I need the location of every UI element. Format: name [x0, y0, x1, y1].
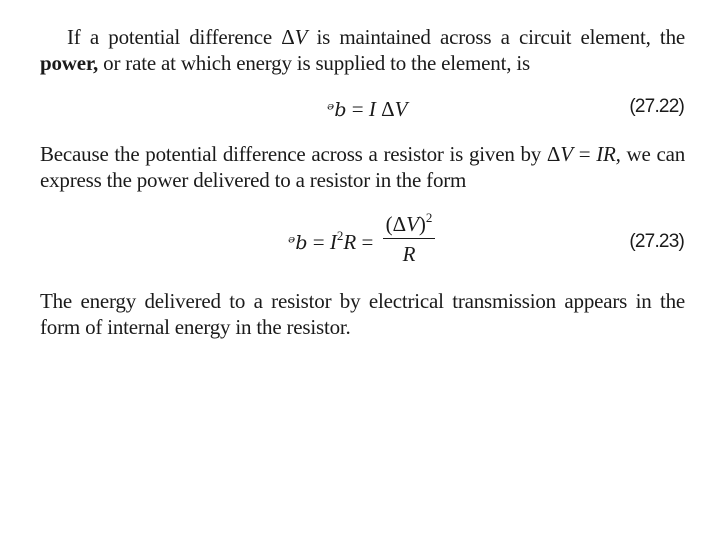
text-run: we can express the power delivered to a resistor in the form [40, 142, 685, 192]
fraction-denominator: R [402, 242, 416, 266]
text-run: If a potential difference [67, 25, 282, 49]
equals-sign: = [346, 97, 369, 121]
equals-sign: = [572, 142, 597, 166]
delta-symbol: (Δ [385, 212, 407, 236]
variable-i: I [329, 230, 337, 254]
fraction-numerator [383, 212, 435, 238]
delta-symbol: Δ [281, 25, 295, 49]
equation-number-27-23: (27.23) [629, 231, 684, 252]
exponent: 2 [336, 228, 344, 243]
text-run: or rate at which energy is supplied to the element, is [98, 51, 530, 75]
paragraph-resistor-power [40, 141, 685, 193]
equation-number-27-22: (27.22) [629, 96, 684, 117]
text-run: Because the potential difference across a resistor is given by [40, 142, 547, 166]
variable-v: V [406, 212, 419, 236]
equals-sign: = [356, 230, 374, 254]
delta-symbol: Δ [546, 142, 561, 166]
script-p-symbol: ᵊb [327, 99, 347, 121]
equation-27-23 [288, 229, 373, 258]
text-run: is maintained across a circuit element, the [307, 25, 685, 49]
variable-r: R [343, 230, 357, 254]
equals-sign: = [307, 230, 330, 254]
paragraph-power-definition [40, 24, 685, 76]
equation-27-22 [327, 96, 407, 123]
fraction [383, 212, 435, 266]
exponent: 2 [425, 210, 433, 225]
variable-i: I [368, 97, 376, 121]
paren: ) [418, 212, 426, 236]
variable-v: V [560, 142, 573, 166]
variable-v: V [294, 25, 308, 49]
paragraph-internal-energy: The energy delivered to a resistor by electrical transmission appears in the form of internal energy in the resistor. [40, 289, 685, 339]
script-p-symbol: ᵊb [288, 232, 308, 254]
bold-term-power: power, [40, 51, 99, 75]
variable-ir: IR, [596, 142, 621, 166]
variable-v: V [394, 97, 408, 121]
delta-symbol: Δ [375, 97, 395, 121]
